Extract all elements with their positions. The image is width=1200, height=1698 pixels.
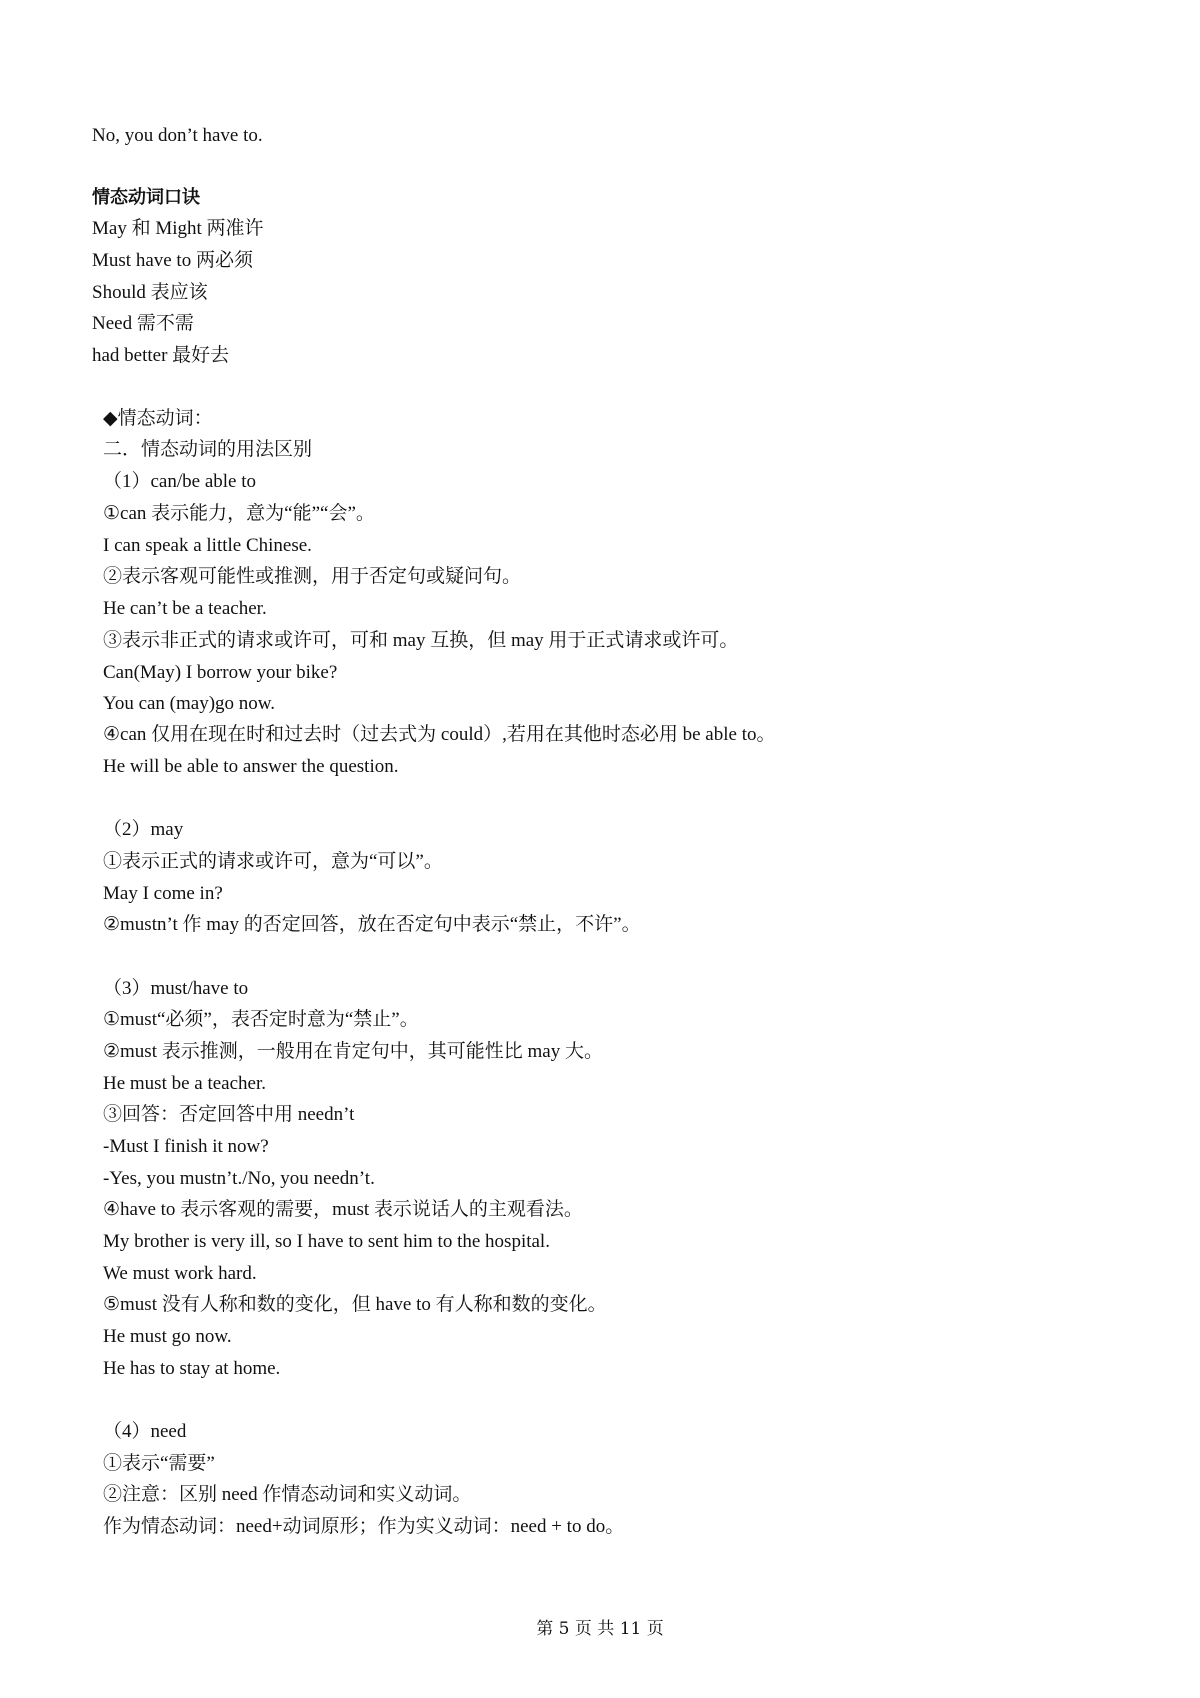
text-line: ①can 表示能力，意为“能”“会”。: [103, 503, 375, 524]
text-line: He has to stay at home.: [103, 1358, 281, 1379]
text-line: May I come in?: [103, 883, 223, 904]
text-line: had better 最好去: [92, 345, 230, 366]
text-line: ②mustn’t 作 may 的否定回答，放在否定句中表示“禁止，不许”。: [103, 914, 641, 935]
text-line: He will be able to answer the question.: [103, 756, 399, 777]
text-line: My brother is very ill, so I have to sent him to the hospital.: [103, 1231, 550, 1252]
text-line: ④can 仅用在现在时和过去时（过去式为 could）,若用在其他时态必用 be able to。: [103, 724, 776, 745]
text-line: You can (may)go now.: [103, 693, 276, 714]
page-footer: 第 5 页 共 11 页: [536, 1619, 664, 1639]
text-line: （1）can/be able to: [103, 471, 257, 492]
text-line: He must go now.: [103, 1326, 232, 1347]
text-line: I can speak a little Chinese.: [103, 535, 312, 556]
text-line: ③表示非正式的请求或许可，可和 may 互换，但 may 用于正式请求或许可。: [103, 630, 739, 651]
text-line: ◆情态动词：: [103, 408, 213, 429]
text-line: Must have to 两必须: [92, 250, 253, 271]
text-line: Need 需不需: [92, 313, 194, 334]
text-line: -Must I finish it now?: [103, 1136, 269, 1157]
section-heading: 情态动词口诀: [92, 187, 200, 208]
text-line: ①表示正式的请求或许可，意为“可以”。: [103, 851, 443, 872]
text-line: 二．情态动词的用法区别: [103, 439, 313, 460]
text-line: ①must“必须”，表否定时意为“禁止”。: [103, 1009, 419, 1030]
text-line: -Yes, you mustn’t./No, you needn’t.: [103, 1168, 375, 1189]
text-line: He can’t be a teacher.: [103, 598, 267, 619]
text-line: He must be a teacher.: [103, 1073, 267, 1094]
text-line: ②表示客观可能性或推测，用于否定句或疑问句。: [103, 566, 522, 587]
text-line: ②注意：区别 need 作情态动词和实义动词。: [103, 1484, 472, 1505]
text-line: ②must 表示推测，一般用在肯定句中，其可能性比 may 大。: [103, 1041, 603, 1062]
text-line: （3）must/have to: [103, 978, 249, 999]
text-line: ①表示“需要”: [103, 1453, 215, 1474]
text-line: Can(May) I borrow your bike?: [103, 662, 338, 683]
text-line: Should 表应该: [92, 282, 208, 303]
text-line: May 和 Might 两准许: [92, 218, 264, 239]
text-line: 作为情态动词：need+动词原形；作为实义动词：need + to do。: [103, 1516, 625, 1537]
text-line: ④have to 表示客观的需要，must 表示说话人的主观看法。: [103, 1199, 583, 1220]
text-line: （2）may: [103, 819, 184, 840]
text-line: ③回答：否定回答中用 needn’t: [103, 1104, 355, 1125]
text-line: ⑤must 没有人称和数的变化，但 have to 有人称和数的变化。: [103, 1294, 607, 1315]
text-line: （4）need: [103, 1421, 187, 1442]
text-line: We must work hard.: [103, 1263, 257, 1284]
text-line: No, you don’t have to.: [92, 125, 263, 146]
